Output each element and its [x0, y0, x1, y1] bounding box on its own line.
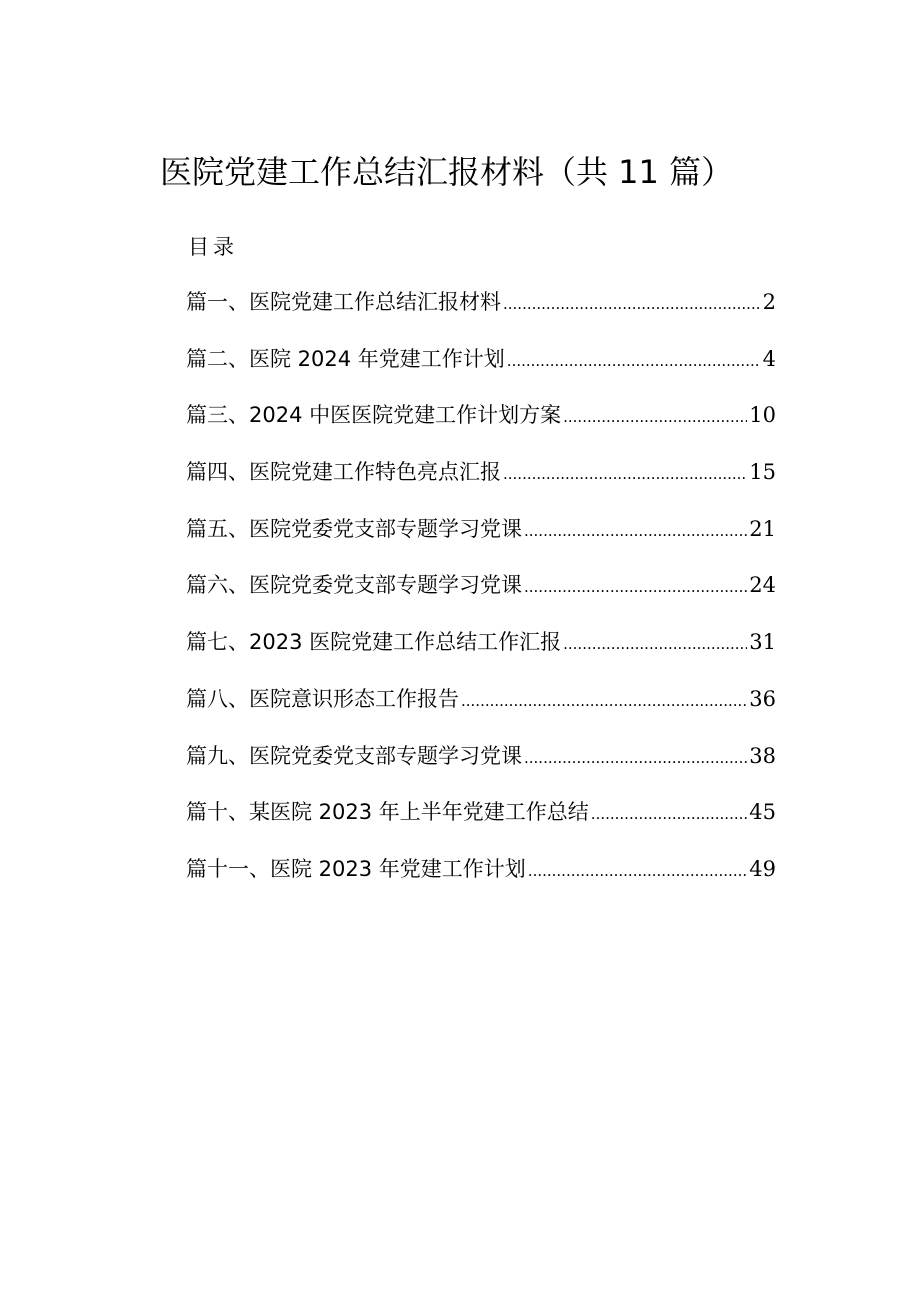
toc-entry-title: 篇四、医院党建工作特色亮点汇报: [186, 460, 501, 485]
toc-page-number: 24: [749, 573, 776, 598]
toc-entry[interactable]: [186, 794, 776, 851]
toc-entry-title: 篇一、医院党建工作总结汇报材料: [186, 290, 501, 314]
toc-page-number: 38: [749, 743, 776, 768]
toc-entry-title: 篇五、医院党委党支部专题学习党课: [186, 516, 522, 541]
toc-entry[interactable]: [186, 624, 776, 681]
toc-dot-leader: [524, 567, 747, 605]
toc-dot-leader: [524, 738, 747, 776]
toc-entry[interactable]: [186, 397, 776, 454]
toc-entry[interactable]: [186, 511, 776, 568]
toc-entry[interactable]: [186, 454, 776, 511]
toc-dot-leader: [591, 794, 747, 832]
toc-dot-leader: [563, 397, 747, 435]
table-of-contents: [186, 284, 776, 908]
toc-entry[interactable]: [186, 341, 776, 398]
toc-entry-title: 篇三、2024 中医医院党建工作计划方案: [186, 403, 562, 428]
toc-page-number: 10: [749, 403, 776, 428]
toc-entry[interactable]: [186, 567, 776, 624]
toc-page-number: 36: [749, 686, 776, 711]
toc-entry-title: 篇二、医院 2024 年党建工作计划: [186, 346, 505, 371]
toc-page-number: 2: [762, 290, 776, 314]
toc-dot-leader: [563, 624, 747, 662]
toc-page-number: 21: [749, 516, 776, 541]
toc-entry-title: 篇六、医院党委党支部专题学习党课: [186, 573, 522, 598]
toc-dot-leader: [503, 284, 761, 322]
document-title: 医院党建工作总结汇报材料（共 11 篇）: [160, 153, 734, 191]
toc-page-number: 4: [762, 346, 776, 371]
toc-entry-title: 篇七、2023 医院党建工作总结工作汇报: [186, 630, 562, 655]
toc-entry-title: 篇八、医院意识形态工作报告: [186, 686, 459, 711]
toc-entry-title: 篇九、医院党委党支部专题学习党课: [186, 743, 522, 768]
toc-heading: 目录: [188, 235, 238, 259]
toc-dot-leader: [461, 681, 747, 719]
toc-entry[interactable]: [186, 284, 776, 341]
toc-page-number: 15: [749, 460, 776, 485]
toc-page-number: 31: [749, 630, 776, 655]
toc-dot-leader: [528, 851, 747, 889]
toc-entry-title: 篇十一、医院 2023 年党建工作计划: [186, 856, 526, 881]
toc-page-number: 45: [749, 800, 776, 825]
toc-page-number: 49: [749, 856, 776, 881]
toc-entry[interactable]: [186, 738, 776, 795]
toc-entry-title: 篇十、某医院 2023 年上半年党建工作总结: [186, 800, 589, 825]
toc-entry[interactable]: [186, 851, 776, 908]
toc-dot-leader: [507, 341, 761, 379]
toc-dot-leader: [503, 454, 747, 492]
toc-entry[interactable]: [186, 681, 776, 738]
toc-dot-leader: [524, 511, 747, 549]
